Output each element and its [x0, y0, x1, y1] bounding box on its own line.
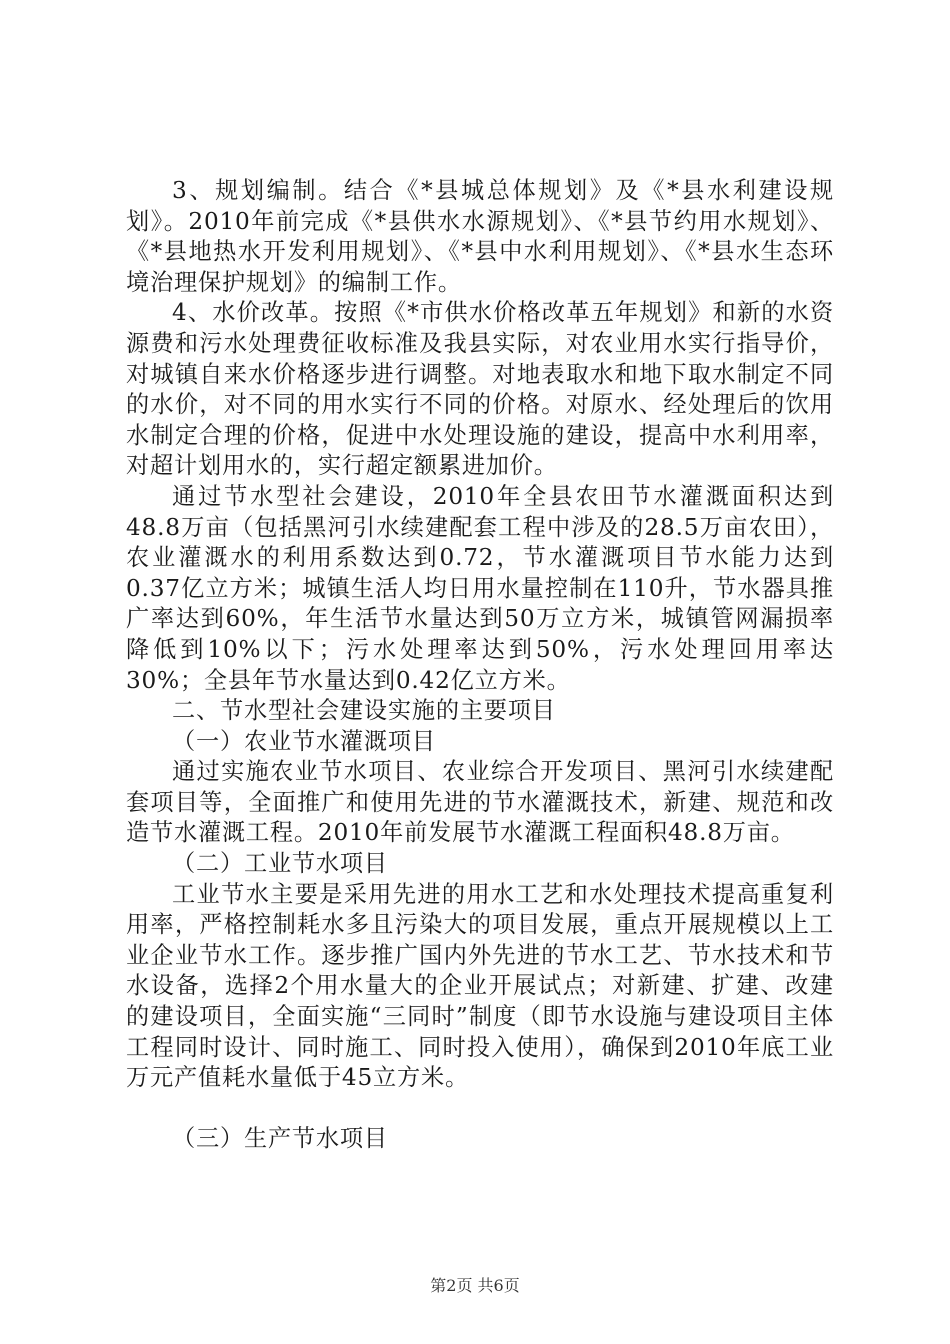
subheading-agriculture: （一）农业节水灌溉项目	[172, 727, 436, 755]
paragraph-planning: 3、规划编制。结合《*县城总体规划》及《*县水利建设规划》。2010年前完成《*县供水水源规划》、《*县节约用水规划》、《*县地热水开发利用规划》、《*县中水利用规划》、《*县水生态环境治理保护规划》的编制工作。	[126, 177, 834, 296]
paragraph-agriculture: 通过实施农业节水项目、农业综合开发项目、黑河引水续建配套项目等，全面推广和使用先进的节水灌溉技术，新建、规范和改造节水灌溉工程。2010年前发展节水灌溉工程面积48.8万亩。	[126, 758, 834, 847]
document-body	[126, 176, 834, 1154]
subheading-industry: （二）工业节水项目	[172, 850, 388, 878]
section-heading-main-projects: 二、节水型社会建设实施的主要项目	[172, 697, 556, 725]
subheading-production: （三）生产节水项目	[172, 1124, 388, 1152]
paragraph-targets: 通过节水型社会建设，2010年全县农田节水灌溉面积达到48.8万亩（包括黑河引水续建配套工程中涉及的28.5万亩农田），农业灌溉水的利用系数达到0.72，节水灌溉项目节水能力达到0.37亿立方米；城镇生活人均日用水量控制在110升，节水器具推广率达到60%，年生活节水量达到50万立方米，城镇管网漏损率降低到10%以下；污水处理率达到50%，污水处理回用率达30%；全县年节水量达到0.42亿立方米。	[126, 482, 834, 694]
page-number-footer: 第2页 共6页	[430, 1276, 520, 1295]
paragraph-water-price-reform: 4、水价改革。按照《*市供水价格改革五年规划》和新的水资源费和污水处理费征收标准及我县实际，对农业用水实行指导价，对城镇自来水价格逐步进行调整。对地表取水和地下取水制定不同的水价，对不同的用水实行不同的价格。对原水、经处理后的饮用水制定合理的价格，促进中水处理设施的建设，提高中水利用率，对超计划用水的，实行超定额累进加价。	[126, 299, 834, 480]
spacer	[126, 1094, 834, 1124]
paragraph-industry: 工业节水主要是采用先进的用水工艺和水处理技术提高重复利用率，严格控制耗水多且污染大的项目发展，重点开展规模以上工业企业节水工作。逐步推广国内外先进的节水工艺、节水技术和节水设备，选择2个用水量大的企业开展试点；对新建、扩建、改建的建设项目，全面实施“三同时”制度（即节水设施与建设项目主体工程同时设计、同时施工、同时投入使用），确保到2010年底工业万元产值耗水量低于45立方米。	[126, 880, 834, 1092]
